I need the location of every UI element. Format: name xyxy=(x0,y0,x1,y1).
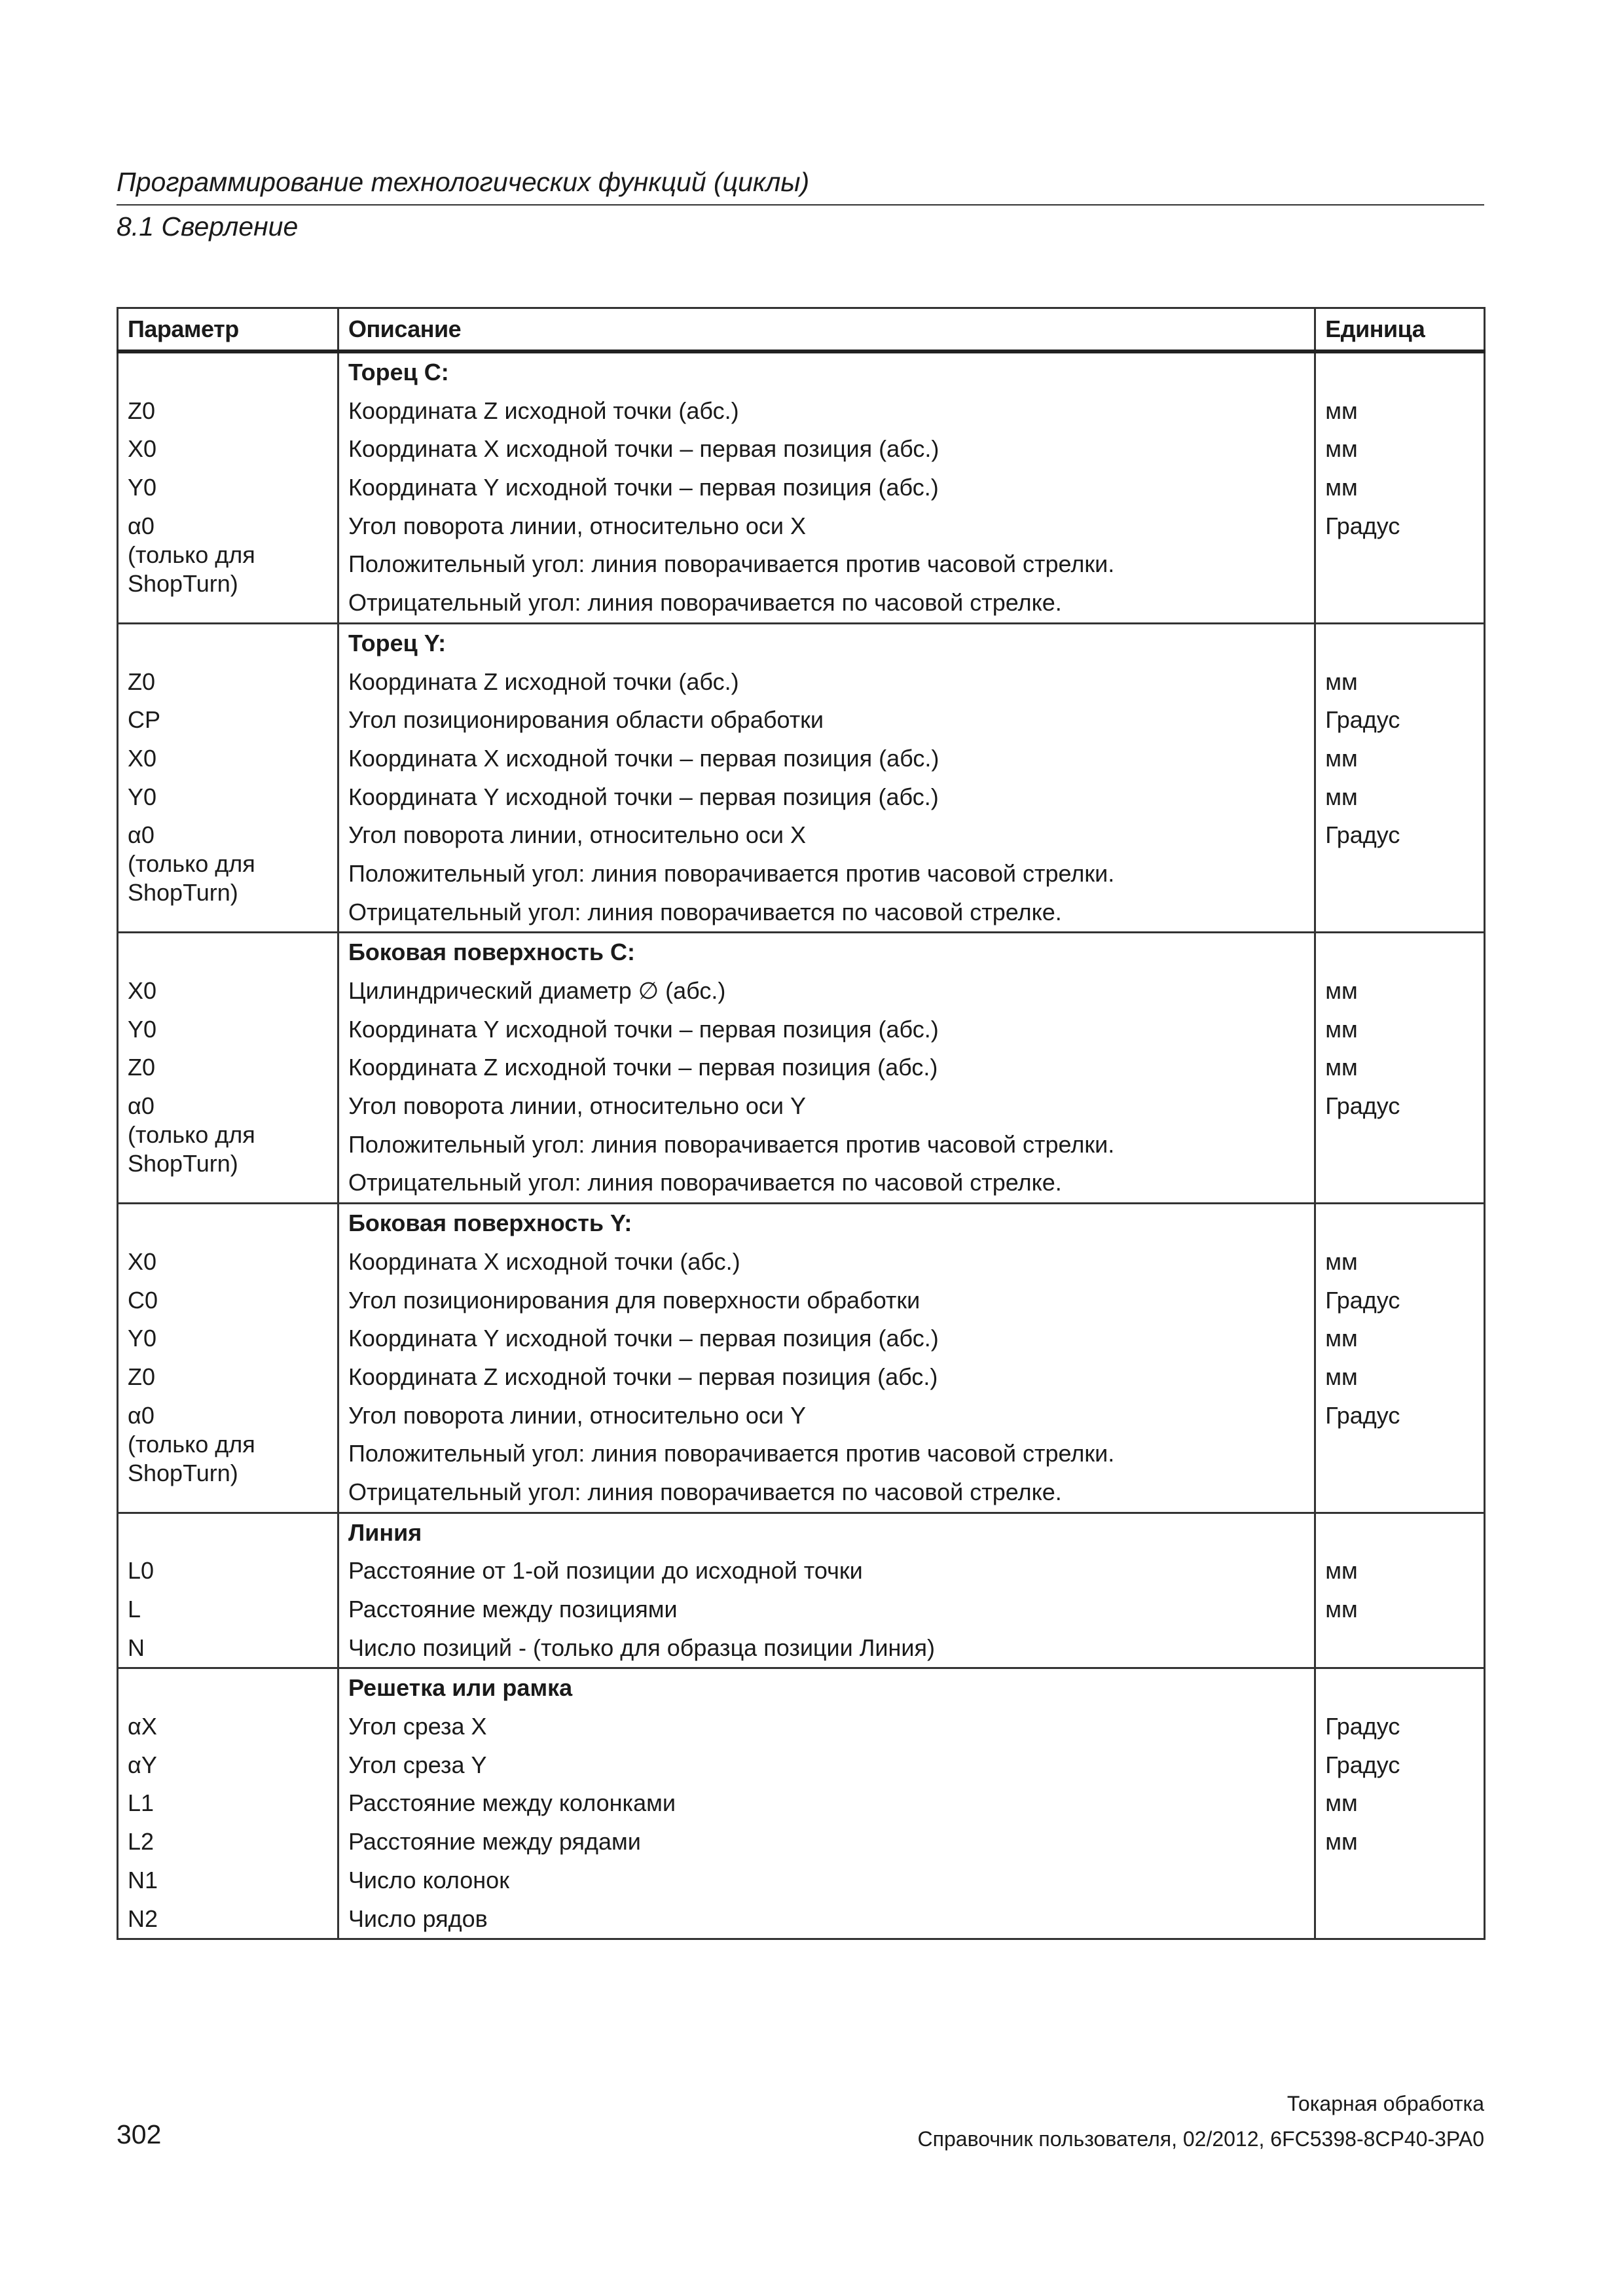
description-text: Отрицательный угол: линия поворачивается по часовой стрелке. xyxy=(348,589,1062,617)
group-title: Боковая поверхность Y: xyxy=(348,1210,632,1237)
unit-text: мм xyxy=(1325,1596,1358,1623)
description-text: Число позиций - (только для образца позиции Линия) xyxy=(348,1634,935,1661)
unit-text: Градус xyxy=(1325,1713,1400,1740)
table-group-row xyxy=(118,351,1485,623)
parameter-name: α0 (только для ShopTurn) xyxy=(128,821,255,906)
unit-cell xyxy=(1315,1668,1485,1939)
description-text: Координата Y исходной точки – первая позиция (абс.) xyxy=(348,1015,939,1043)
description-text: Число колонок xyxy=(348,1866,509,1893)
description-text: Координата Y исходной точки – первая позиция (абс.) xyxy=(348,1325,939,1352)
description-text: Координата Y исходной точки – первая позиция (абс.) xyxy=(348,783,939,810)
description-cell xyxy=(338,1513,1315,1668)
description-text: Отрицательный угол: линия поворачивается по часовой стрелке. xyxy=(348,1169,1062,1196)
unit-text: Градус xyxy=(1325,1092,1400,1120)
unit-text: мм xyxy=(1325,474,1358,501)
unit-text: мм xyxy=(1325,1828,1358,1856)
chapter-title: Программирование технологических функций (циклы) xyxy=(117,167,810,197)
parameter-name: L1 xyxy=(128,1789,155,1817)
description-text: Расстояние от 1-ой позиции до исходной точки xyxy=(348,1557,863,1585)
group-spacer xyxy=(1325,933,1474,972)
parameter-name: N1 xyxy=(128,1866,158,1893)
unit-text: Градус xyxy=(1325,706,1400,734)
unit-text: мм xyxy=(1325,1247,1358,1275)
parameter-name: Y0 xyxy=(128,1015,157,1043)
parameter-name: α0 (только для ShopTurn) xyxy=(128,1401,255,1486)
parameter-name: L0 xyxy=(128,1557,155,1585)
unit-text: мм xyxy=(1325,668,1358,695)
description-text: Угол позиционирования для поверхности обработки xyxy=(348,1286,921,1314)
description-text: Координата Z исходной точки (абс.) xyxy=(348,397,739,424)
description-cell xyxy=(338,933,1315,1204)
unit-text xyxy=(1325,1473,1474,1512)
description-text: Цилиндрический диаметр ∅ (абс.) xyxy=(348,977,726,1004)
table-group-row xyxy=(118,1204,1485,1513)
unit-text: мм xyxy=(1325,397,1358,424)
unit-cell xyxy=(1315,351,1485,623)
description-text: Угол среза X xyxy=(348,1713,487,1740)
unit-text: мм xyxy=(1325,1054,1358,1081)
column-header-description: Описание xyxy=(338,308,1315,352)
group-title: Линия xyxy=(348,1518,422,1546)
unit-text: мм xyxy=(1325,744,1358,772)
description-text: Расстояние между колонками xyxy=(348,1789,676,1817)
unit-text: Градус xyxy=(1325,1401,1400,1429)
parameter-name: Y0 xyxy=(128,1325,157,1352)
parameter-name: Z0 xyxy=(128,397,156,424)
description-text: Угол позиционирования области обработки xyxy=(348,706,824,734)
group-spacer xyxy=(1325,1514,1474,1552)
parameter-name: X0 xyxy=(128,1247,157,1275)
unit-text: мм xyxy=(1325,1557,1358,1585)
unit-text xyxy=(1325,1900,1474,1939)
parameter-name: Z0 xyxy=(128,1363,156,1390)
group-title: Решетка или рамка xyxy=(348,1674,573,1702)
description-text: Угол поворота линии, относительно оси Y xyxy=(348,1092,807,1120)
parameter-name: N xyxy=(128,1634,145,1661)
description-text: Координата Z исходной точки (абс.) xyxy=(348,668,739,695)
unit-text xyxy=(1325,1164,1474,1202)
unit-text: Градус xyxy=(1325,1286,1400,1314)
description-text: Координата X исходной точки – первая позиция (абс.) xyxy=(348,435,939,463)
group-spacer xyxy=(128,1669,328,1708)
page-header xyxy=(117,162,1484,246)
unit-text xyxy=(1325,1629,1474,1668)
parameter-name: X0 xyxy=(128,435,157,463)
unit-text xyxy=(1325,1126,1474,1164)
group-title: Торец C: xyxy=(348,359,449,386)
section-title: 8.1 Сверление xyxy=(117,211,299,242)
description-cell xyxy=(338,623,1315,933)
group-spacer xyxy=(128,1204,328,1243)
table-group-row xyxy=(118,623,1485,933)
description-text: Положительный угол: линия поворачивается против часовой стрелки. xyxy=(348,1130,1115,1158)
description-text: Угол поворота линии, относительно оси X xyxy=(348,821,807,849)
table-group-row xyxy=(118,933,1485,1204)
unit-text xyxy=(1325,1435,1474,1473)
group-title: Боковая поверхность C: xyxy=(348,939,636,966)
parameter-cell xyxy=(118,1668,338,1939)
parameter-name: Z0 xyxy=(128,1054,156,1081)
parameter-name: CP xyxy=(128,706,161,734)
description-text: Координата X исходной точки (абс.) xyxy=(348,1247,740,1275)
description-text: Координата Z исходной точки – первая позиция (абс.) xyxy=(348,1363,938,1390)
description-text: Координата Y исходной точки – первая позиция (абс.) xyxy=(348,474,939,501)
table-group-row xyxy=(118,1668,1485,1939)
book-reference: Справочник пользователя, 02/2012, 6FC5398-8CP40-3PA0 xyxy=(917,2127,1484,2151)
column-header-parameter: Параметр xyxy=(118,308,338,352)
column-header-unit: Единица xyxy=(1315,308,1485,352)
book-title: Токарная обработка xyxy=(1286,2092,1484,2115)
unit-text: мм xyxy=(1325,977,1358,1004)
parameter-name: α0 (только для ShopTurn) xyxy=(128,512,255,597)
parameter-cell xyxy=(118,351,338,623)
parameter-name: X0 xyxy=(128,744,157,772)
description-cell xyxy=(338,1668,1315,1939)
description-text: Расстояние между позициями xyxy=(348,1596,678,1623)
table-header-row xyxy=(118,308,1485,352)
description-cell xyxy=(338,351,1315,623)
parameter-cell xyxy=(118,1513,338,1668)
parameter-name: Y0 xyxy=(128,783,157,810)
description-text: Угол поворота линии, относительно оси X xyxy=(348,512,807,539)
description-text: Угол поворота линии, относительно оси Y xyxy=(348,1401,807,1429)
unit-text xyxy=(1325,584,1474,622)
description-text: Координата Z исходной точки – первая позиция (абс.) xyxy=(348,1054,938,1081)
unit-text xyxy=(1325,855,1474,893)
unit-text: мм xyxy=(1325,1325,1358,1352)
description-text: Положительный угол: линия поворачивается против часовой стрелки. xyxy=(348,859,1115,887)
unit-cell xyxy=(1315,933,1485,1204)
description-text: Число рядов xyxy=(348,1905,488,1932)
unit-text: Градус xyxy=(1325,1751,1400,1778)
unit-text: мм xyxy=(1325,1015,1358,1043)
description-text: Координата X исходной точки – первая позиция (абс.) xyxy=(348,744,939,772)
parameter-cell xyxy=(118,933,338,1204)
description-text: Угол среза Y xyxy=(348,1751,487,1778)
group-spacer xyxy=(1325,1204,1474,1243)
description-cell xyxy=(338,1204,1315,1513)
parameter-cell xyxy=(118,1204,338,1513)
group-spacer xyxy=(1325,353,1474,392)
unit-text: Градус xyxy=(1325,821,1400,849)
parameter-name: L2 xyxy=(128,1828,155,1856)
description-text: Отрицательный угол: линия поворачивается по часовой стрелке. xyxy=(348,1478,1062,1505)
parameter-name: C0 xyxy=(128,1286,158,1314)
parameter-name: α0 (только для ShopTurn) xyxy=(128,1092,255,1177)
group-spacer xyxy=(1325,1669,1474,1708)
parameter-name: X0 xyxy=(128,977,157,1004)
parameter-name: Y0 xyxy=(128,474,157,501)
description-text: Положительный угол: линия поворачивается против часовой стрелки. xyxy=(348,1440,1115,1467)
group-spacer xyxy=(128,1514,328,1552)
unit-text: мм xyxy=(1325,1789,1358,1817)
unit-cell xyxy=(1315,1204,1485,1513)
header-rule xyxy=(117,204,1484,206)
unit-text xyxy=(1325,545,1474,584)
unit-text: Градус xyxy=(1325,512,1400,539)
unit-text: мм xyxy=(1325,435,1358,463)
table-group-row xyxy=(118,1513,1485,1668)
description-text: Отрицательный угол: линия поворачивается по часовой стрелке. xyxy=(348,898,1062,925)
group-title: Торец Y: xyxy=(348,629,447,656)
group-spacer xyxy=(128,624,328,663)
group-spacer xyxy=(128,353,328,392)
unit-text: мм xyxy=(1325,1363,1358,1390)
page-number: 302 xyxy=(117,2119,162,2149)
parameter-table xyxy=(117,307,1486,1940)
description-text: Расстояние между рядами xyxy=(348,1828,641,1856)
parameter-name: αX xyxy=(128,1713,157,1740)
parameter-name: Z0 xyxy=(128,668,156,695)
parameter-cell xyxy=(118,623,338,933)
parameter-name: L xyxy=(128,1596,141,1623)
group-spacer xyxy=(1325,624,1474,663)
unit-text xyxy=(1325,1861,1474,1900)
unit-cell xyxy=(1315,1513,1485,1668)
unit-text xyxy=(1325,893,1474,932)
parameter-name: αY xyxy=(128,1751,157,1778)
unit-text: мм xyxy=(1325,783,1358,810)
unit-cell xyxy=(1315,623,1485,933)
table-body xyxy=(118,351,1485,1939)
group-spacer xyxy=(128,933,328,972)
parameter-name: N2 xyxy=(128,1905,158,1932)
description-text: Положительный угол: линия поворачивается против часовой стрелки. xyxy=(348,550,1115,578)
